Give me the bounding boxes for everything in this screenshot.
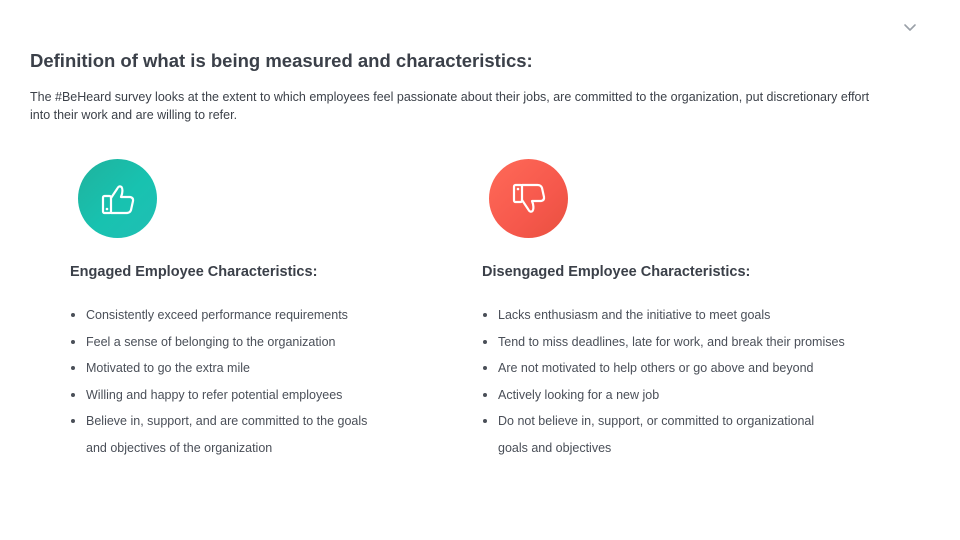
list-item: Believe in, support, and are committed to the goals and objectives of the organization: [70, 408, 367, 461]
chevron-down-icon[interactable]: [902, 20, 918, 36]
list-item: Motivated to go the extra mile: [70, 355, 367, 382]
engaged-heading: Engaged Employee Characteristics:: [70, 264, 318, 280]
list-item: Feel a sense of belonging to the organization: [70, 329, 367, 356]
thumbs-down-icon: [509, 179, 549, 219]
engaged-icon-badge: [78, 159, 157, 238]
disengaged-heading: Disengaged Employee Characteristics:: [482, 264, 751, 280]
list-item: Do not believe in, support, or committed to organizational goals and objectives: [482, 408, 845, 461]
list-item: Lacks enthusiasm and the initiative to meet goals: [482, 302, 845, 329]
page-title: Definition of what is being measured and characteristics:: [30, 50, 533, 71]
list-item: Consistently exceed performance requirements: [70, 302, 367, 329]
thumbs-up-icon: [98, 179, 138, 219]
disengaged-icon-badge: [489, 159, 568, 238]
disengaged-list: [482, 302, 845, 462]
list-item: Are not motivated to help others or go above and beyond: [482, 355, 845, 382]
list-item: Willing and happy to refer potential employees: [70, 382, 367, 409]
list-item: Tend to miss deadlines, late for work, and break their promises: [482, 329, 845, 356]
list-item: Actively looking for a new job: [482, 382, 845, 409]
intro-paragraph: The #BeHeard survey looks at the extent to which employees feel passionate about their jobs, are committed to the organization, put discretionary effort into their work and are willing to refer.: [30, 90, 870, 122]
engaged-list: [70, 302, 367, 462]
